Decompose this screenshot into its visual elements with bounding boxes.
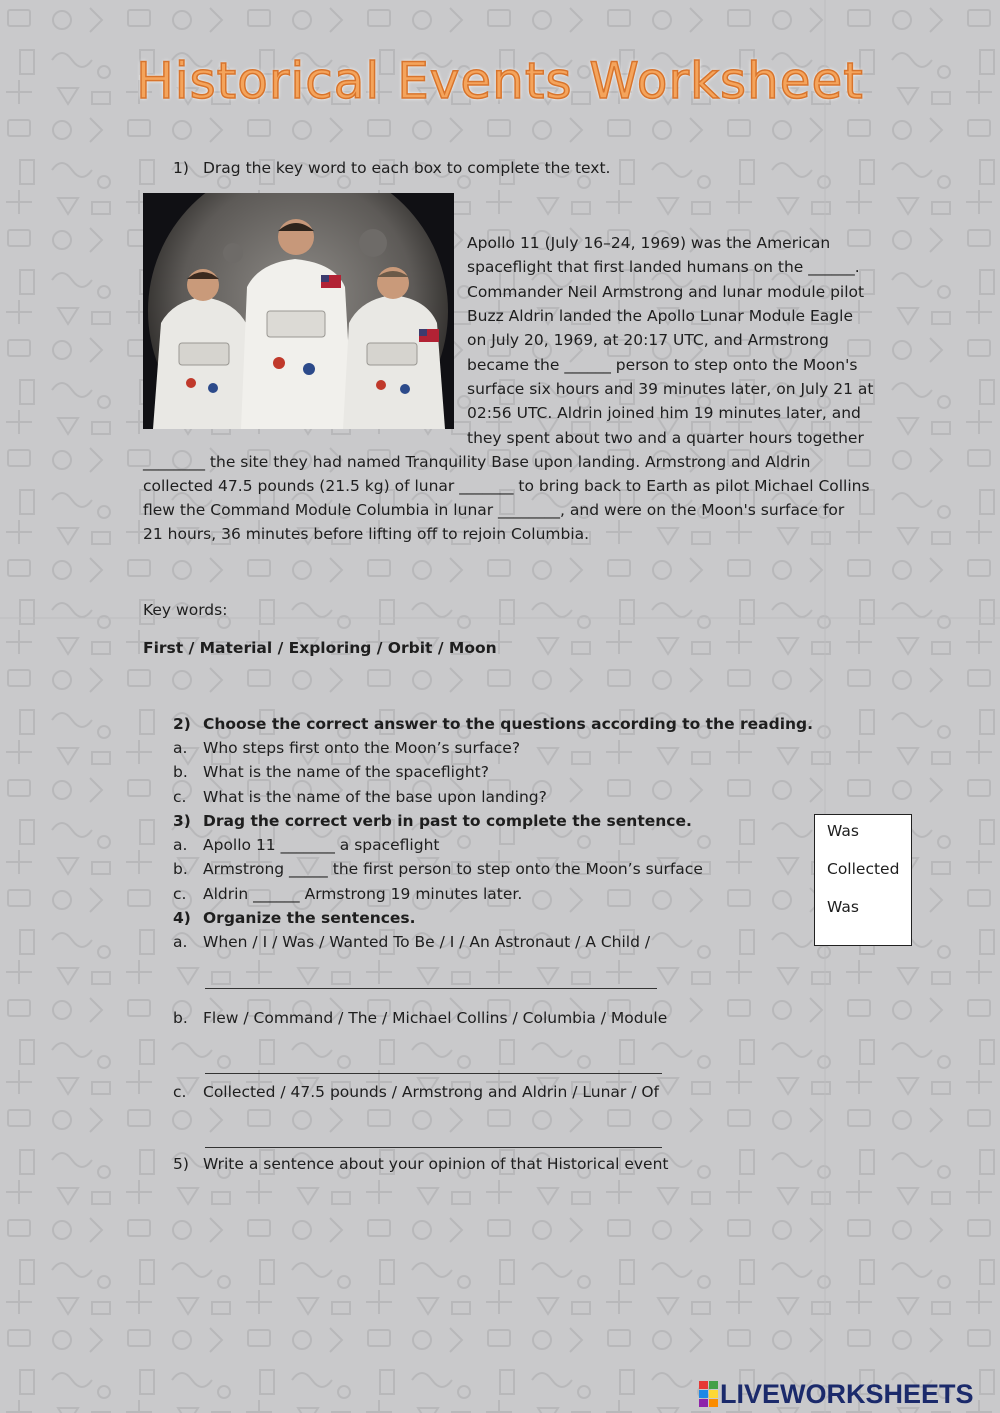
verb-option-was[interactable]: Was bbox=[827, 898, 859, 916]
q4-instruction: Organize the sentences. bbox=[203, 909, 416, 927]
q2-item-text[interactable]: What is the name of the base upon landing? bbox=[203, 788, 547, 806]
verb-options-box bbox=[814, 814, 912, 946]
q5-instruction: Write a sentence about your opinion of that Historical event bbox=[203, 1155, 669, 1173]
q3-item-text[interactable]: Apollo 11 _______ a spaceflight bbox=[203, 836, 440, 854]
q1-paragraph-line: 21 hours, 36 minutes before lifting off to rejoin Columbia. bbox=[143, 525, 590, 543]
verb-option-collected[interactable]: Collected bbox=[827, 860, 900, 878]
q4-number: 4) bbox=[173, 909, 191, 927]
q1-paragraph-line: they spent about two and a quarter hours together bbox=[467, 429, 864, 447]
q3-item-text[interactable]: Aldrin ______ Armstrong 19 minutes later. bbox=[203, 885, 523, 903]
q3-item-text[interactable]: Armstrong _____ the first person to step onto the Moon’s surface bbox=[203, 860, 703, 878]
q4-answer-line[interactable] bbox=[205, 1147, 662, 1148]
q2-item-text[interactable]: What is the name of the spaceflight? bbox=[203, 763, 489, 781]
q3-item-letter: a. bbox=[173, 836, 188, 854]
q1-paragraph-line: Commander Neil Armstrong and lunar module pilot bbox=[467, 283, 865, 301]
q1-paragraph-line: spaceflight that first landed humans on the ______. bbox=[467, 258, 860, 276]
q4-answer-line[interactable] bbox=[205, 1073, 662, 1074]
liveworksheets-logo-icon bbox=[698, 1380, 720, 1408]
key-words-list[interactable]: First / Material / Exploring / Orbit / Moon bbox=[143, 639, 497, 657]
q2-item-letter: b. bbox=[173, 763, 188, 781]
q4-item-text: Collected / 47.5 pounds / Armstrong and Aldrin / Lunar / Of bbox=[203, 1083, 659, 1101]
q1-paragraph-line: 02:56 UTC. Aldrin joined him 19 minutes later, and bbox=[467, 404, 861, 422]
q2-item-letter: c. bbox=[173, 788, 187, 806]
q2-number: 2) bbox=[173, 715, 191, 733]
worksheet-title: Historical Events Worksheet bbox=[136, 52, 864, 110]
q1-paragraph-line: ________ the site they had named Tranquility Base upon landing. Armstrong and Aldrin bbox=[143, 453, 811, 471]
q1-number: 1) bbox=[173, 159, 189, 177]
q4-answer-line[interactable] bbox=[205, 988, 657, 989]
q1-paragraph-line: collected 47.5 pounds (21.5 kg) of lunar _______ to bring back to Earth as pilot Michael Collins bbox=[143, 477, 870, 495]
key-words-label: Key words: bbox=[143, 601, 228, 619]
q1-paragraph-line: surface six hours and 39 minutes later, on July 21 at bbox=[467, 380, 874, 398]
q1-paragraph-line: on July 20, 1969, at 20:17 UTC, and Armstrong bbox=[467, 331, 829, 349]
q3-item-letter: c. bbox=[173, 885, 187, 903]
q3-item-letter: b. bbox=[173, 860, 188, 878]
q3-instruction: Drag the correct verb in past to complete the sentence. bbox=[203, 812, 692, 830]
liveworksheets-logo-text: LIVEWORKSHEETS bbox=[720, 1379, 974, 1409]
q4-item-text: When / I / Was / Wanted To Be / I / An Astronaut / A Child / bbox=[203, 933, 651, 951]
q4-item-letter: b. bbox=[173, 1009, 188, 1027]
q1-paragraph-line: Apollo 11 (July 16–24, 1969) was the American bbox=[467, 234, 831, 252]
q1-paragraph-line: became the ______ person to step onto the Moon's bbox=[467, 356, 858, 374]
q1-paragraph-line: Buzz Aldrin landed the Apollo Lunar Module Eagle bbox=[467, 307, 853, 325]
apollo-11-crew-photo bbox=[143, 193, 454, 429]
q2-item-text[interactable]: Who steps first onto the Moon’s surface? bbox=[203, 739, 521, 757]
q4-item-letter: a. bbox=[173, 933, 188, 951]
q1-instruction: Drag the key word to each box to complete the text. bbox=[203, 159, 611, 177]
q3-number: 3) bbox=[173, 812, 191, 830]
q4-item-text: Flew / Command / The / Michael Collins / Columbia / Module bbox=[203, 1009, 668, 1027]
q4-item-letter: c. bbox=[173, 1083, 187, 1101]
q5-number: 5) bbox=[173, 1155, 189, 1173]
q1-paragraph-line: flew the Command Module Columbia in lunar ________, and were on the Moon's surface for bbox=[143, 501, 845, 519]
q2-item-letter: a. bbox=[173, 739, 188, 757]
verb-option-was[interactable]: Was bbox=[827, 822, 859, 840]
q2-instruction: Choose the correct answer to the questions according to the reading. bbox=[203, 715, 814, 733]
